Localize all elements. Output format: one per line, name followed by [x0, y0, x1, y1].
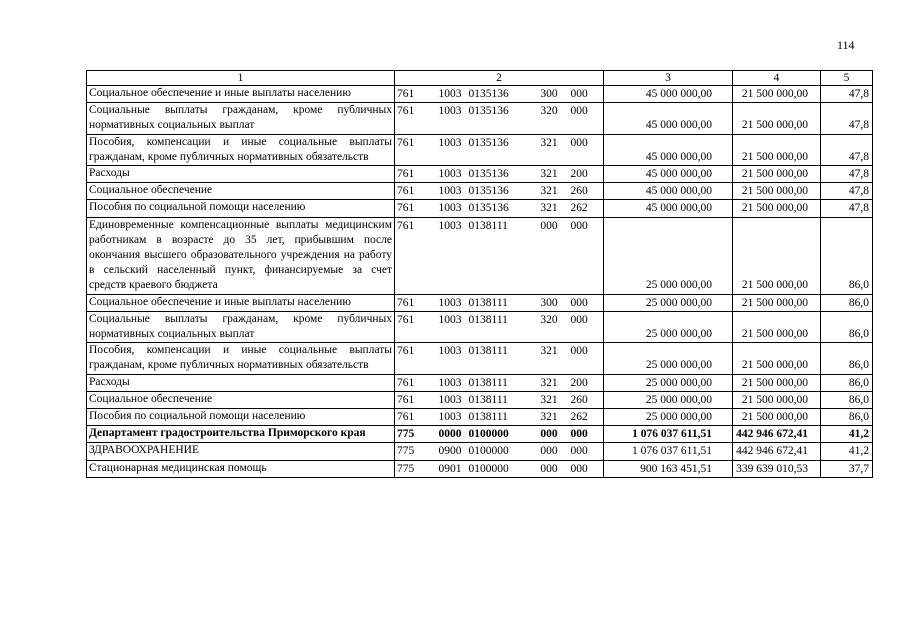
row-value-3: 1 076 037 611,51	[604, 426, 733, 443]
row-code-2: 1003	[434, 183, 467, 200]
row-code-4: 320	[530, 311, 569, 342]
row-code-2: 1003	[434, 86, 467, 103]
row-value-3: 45 000 000,00	[604, 200, 733, 217]
row-code-2: 1003	[434, 103, 467, 134]
row-code-2: 0000	[434, 426, 467, 443]
table-row	[87, 183, 873, 200]
row-code-4: 300	[530, 294, 569, 311]
row-value-4: 21 500 000,00	[733, 217, 821, 294]
row-code-1: 761	[395, 294, 434, 311]
row-code-5: 000	[569, 343, 604, 374]
table-row	[87, 391, 873, 408]
row-value-3: 45 000 000,00	[604, 103, 733, 134]
page-number: 114	[837, 38, 855, 52]
table-row	[87, 134, 873, 165]
row-code-4: 300	[530, 86, 569, 103]
row-code-2: 1003	[434, 200, 467, 217]
row-code-1: 761	[395, 183, 434, 200]
row-name: Расходы	[87, 166, 395, 183]
row-value-5: 41,2	[821, 426, 873, 443]
row-value-3: 45 000 000,00	[604, 166, 733, 183]
row-code-5: 000	[569, 294, 604, 311]
row-value-5: 47,8	[821, 86, 873, 103]
row-code-4: 321	[530, 391, 569, 408]
table-row	[87, 200, 873, 217]
row-code-4: 321	[530, 200, 569, 217]
row-code-1: 761	[395, 217, 434, 294]
row-code-1: 775	[395, 426, 434, 443]
row-code-3: 0138111	[467, 343, 530, 374]
row-value-4: 442 946 672,41	[733, 426, 821, 443]
row-name: Пособия по социальной помощи населению	[87, 409, 395, 426]
row-value-3: 25 000 000,00	[604, 374, 733, 391]
row-code-2: 1003	[434, 166, 467, 183]
row-value-3: 25 000 000,00	[604, 294, 733, 311]
row-code-1: 761	[395, 134, 434, 165]
row-value-3: 1 076 037 611,51	[604, 443, 733, 460]
table-row	[87, 460, 873, 477]
row-value-5: 37,7	[821, 460, 873, 477]
row-name: Социальное обеспечение	[87, 183, 395, 200]
row-value-5: 86,0	[821, 409, 873, 426]
row-code-4: 000	[530, 443, 569, 460]
row-code-1: 761	[395, 166, 434, 183]
row-value-4: 21 500 000,00	[733, 409, 821, 426]
header-col-5: 5	[821, 71, 873, 86]
row-value-5: 86,0	[821, 391, 873, 408]
table-row	[87, 374, 873, 391]
row-code-4: 321	[530, 374, 569, 391]
row-value-3: 900 163 451,51	[604, 460, 733, 477]
row-code-5: 000	[569, 426, 604, 443]
row-value-4: 21 500 000,00	[733, 294, 821, 311]
row-code-1: 775	[395, 460, 434, 477]
row-value-3: 25 000 000,00	[604, 391, 733, 408]
row-code-3: 0135136	[467, 166, 530, 183]
row-code-5: 000	[569, 103, 604, 134]
table-row	[87, 443, 873, 460]
row-code-3: 0135136	[467, 103, 530, 134]
row-name: Социальное обеспечение	[87, 391, 395, 408]
table-row	[87, 103, 873, 134]
row-name: ЗДРАВООХРАНЕНИЕ	[87, 443, 395, 460]
row-code-5: 000	[569, 86, 604, 103]
row-code-3: 0100000	[467, 443, 530, 460]
row-value-5: 47,8	[821, 166, 873, 183]
row-code-3: 0100000	[467, 426, 530, 443]
row-code-3: 0135136	[467, 86, 530, 103]
row-name: Департамент градостроительства Приморского края	[87, 426, 395, 443]
header-col-2: 2	[395, 71, 604, 86]
row-code-3: 0138111	[467, 311, 530, 342]
row-code-5: 000	[569, 311, 604, 342]
row-name: Стационарная медицинская помощь	[87, 460, 395, 477]
row-value-5: 47,8	[821, 183, 873, 200]
row-code-1: 761	[395, 409, 434, 426]
row-name: Социальное обеспечение и иные выплаты населению	[87, 86, 395, 103]
row-value-5: 86,0	[821, 294, 873, 311]
row-code-3: 0138111	[467, 391, 530, 408]
row-code-5: 200	[569, 166, 604, 183]
row-code-1: 761	[395, 103, 434, 134]
row-code-5: 000	[569, 460, 604, 477]
header-col-3: 3	[604, 71, 733, 86]
row-code-5: 200	[569, 374, 604, 391]
row-code-5: 260	[569, 183, 604, 200]
row-name: Пособия, компенсации и иные социальные выплаты гражданам, кроме публичных нормативных обязательств	[87, 134, 395, 165]
table-row	[87, 294, 873, 311]
row-code-1: 761	[395, 311, 434, 342]
row-value-3: 45 000 000,00	[604, 134, 733, 165]
row-code-3: 0138111	[467, 294, 530, 311]
row-value-3: 45 000 000,00	[604, 183, 733, 200]
row-name: Пособия по социальной помощи населению	[87, 200, 395, 217]
row-value-5: 86,0	[821, 343, 873, 374]
row-value-3: 45 000 000,00	[604, 86, 733, 103]
row-code-2: 1003	[434, 343, 467, 374]
row-value-3: 25 000 000,00	[604, 343, 733, 374]
row-code-2: 0901	[434, 460, 467, 477]
row-code-5: 000	[569, 134, 604, 165]
row-code-2: 1003	[434, 217, 467, 294]
row-code-2: 1003	[434, 134, 467, 165]
row-value-4: 21 500 000,00	[733, 391, 821, 408]
row-name: Единовременные компенсационные выплаты медицинским работникам в возрасте до 35 лет, прибывшим после окончания высшего образовательного учреждения на работу в сельский населенный пункт, финансируемые за счет средств краевого бюджета	[87, 217, 395, 294]
row-code-1: 775	[395, 443, 434, 460]
row-value-4: 21 500 000,00	[733, 86, 821, 103]
row-value-5: 41,2	[821, 443, 873, 460]
row-code-4: 000	[530, 426, 569, 443]
row-code-3: 0100000	[467, 460, 530, 477]
row-value-5: 86,0	[821, 374, 873, 391]
row-value-5: 86,0	[821, 311, 873, 342]
row-code-4: 321	[530, 343, 569, 374]
row-value-4: 442 946 672,41	[733, 443, 821, 460]
row-code-5: 260	[569, 391, 604, 408]
row-code-4: 321	[530, 134, 569, 165]
table-row	[87, 217, 873, 294]
budget-table	[86, 70, 873, 478]
row-value-4: 21 500 000,00	[733, 311, 821, 342]
row-code-2: 1003	[434, 294, 467, 311]
row-value-3: 25 000 000,00	[604, 311, 733, 342]
table-row	[87, 409, 873, 426]
row-code-3: 0135136	[467, 183, 530, 200]
row-value-4: 21 500 000,00	[733, 166, 821, 183]
row-value-5: 86,0	[821, 217, 873, 294]
row-code-5: 000	[569, 443, 604, 460]
row-code-2: 1003	[434, 374, 467, 391]
table-row	[87, 311, 873, 342]
row-code-4: 000	[530, 217, 569, 294]
header-col-4: 4	[733, 71, 821, 86]
row-value-5: 47,8	[821, 103, 873, 134]
row-value-5: 47,8	[821, 134, 873, 165]
row-code-5: 000	[569, 217, 604, 294]
row-name: Социальные выплаты гражданам, кроме публичных нормативных социальных выплат	[87, 311, 395, 342]
row-code-1: 761	[395, 200, 434, 217]
row-code-3: 0138111	[467, 217, 530, 294]
header-col-1: 1	[87, 71, 395, 86]
row-code-2: 1003	[434, 391, 467, 408]
row-value-3: 25 000 000,00	[604, 217, 733, 294]
row-value-4: 21 500 000,00	[733, 103, 821, 134]
row-value-4: 21 500 000,00	[733, 200, 821, 217]
table-row	[87, 86, 873, 103]
row-code-4: 321	[530, 166, 569, 183]
row-code-3: 0138111	[467, 409, 530, 426]
row-value-3: 25 000 000,00	[604, 409, 733, 426]
row-code-1: 761	[395, 391, 434, 408]
row-name: Пособия, компенсации и иные социальные выплаты гражданам, кроме публичных нормативных обязательств	[87, 343, 395, 374]
row-code-2: 0900	[434, 443, 467, 460]
row-name: Социальное обеспечение и иные выплаты населению	[87, 294, 395, 311]
row-name: Расходы	[87, 374, 395, 391]
row-code-4: 321	[530, 183, 569, 200]
row-code-2: 1003	[434, 409, 467, 426]
row-name: Социальные выплаты гражданам, кроме публичных нормативных социальных выплат	[87, 103, 395, 134]
row-value-4: 21 500 000,00	[733, 343, 821, 374]
row-code-3: 0135136	[467, 200, 530, 217]
table-row	[87, 426, 873, 443]
row-code-2: 1003	[434, 311, 467, 342]
row-code-1: 761	[395, 374, 434, 391]
row-code-4: 000	[530, 460, 569, 477]
row-code-4: 320	[530, 103, 569, 134]
table-row	[87, 166, 873, 183]
row-value-5: 47,8	[821, 200, 873, 217]
row-code-3: 0138111	[467, 374, 530, 391]
row-value-4: 21 500 000,00	[733, 183, 821, 200]
row-code-5: 262	[569, 200, 604, 217]
row-value-4: 21 500 000,00	[733, 374, 821, 391]
row-code-1: 761	[395, 343, 434, 374]
row-code-3: 0135136	[467, 134, 530, 165]
row-code-1: 761	[395, 86, 434, 103]
row-code-5: 262	[569, 409, 604, 426]
table-header-row	[87, 71, 873, 86]
row-code-4: 321	[530, 409, 569, 426]
row-value-4: 339 639 010,53	[733, 460, 821, 477]
row-value-4: 21 500 000,00	[733, 134, 821, 165]
table-row	[87, 343, 873, 374]
